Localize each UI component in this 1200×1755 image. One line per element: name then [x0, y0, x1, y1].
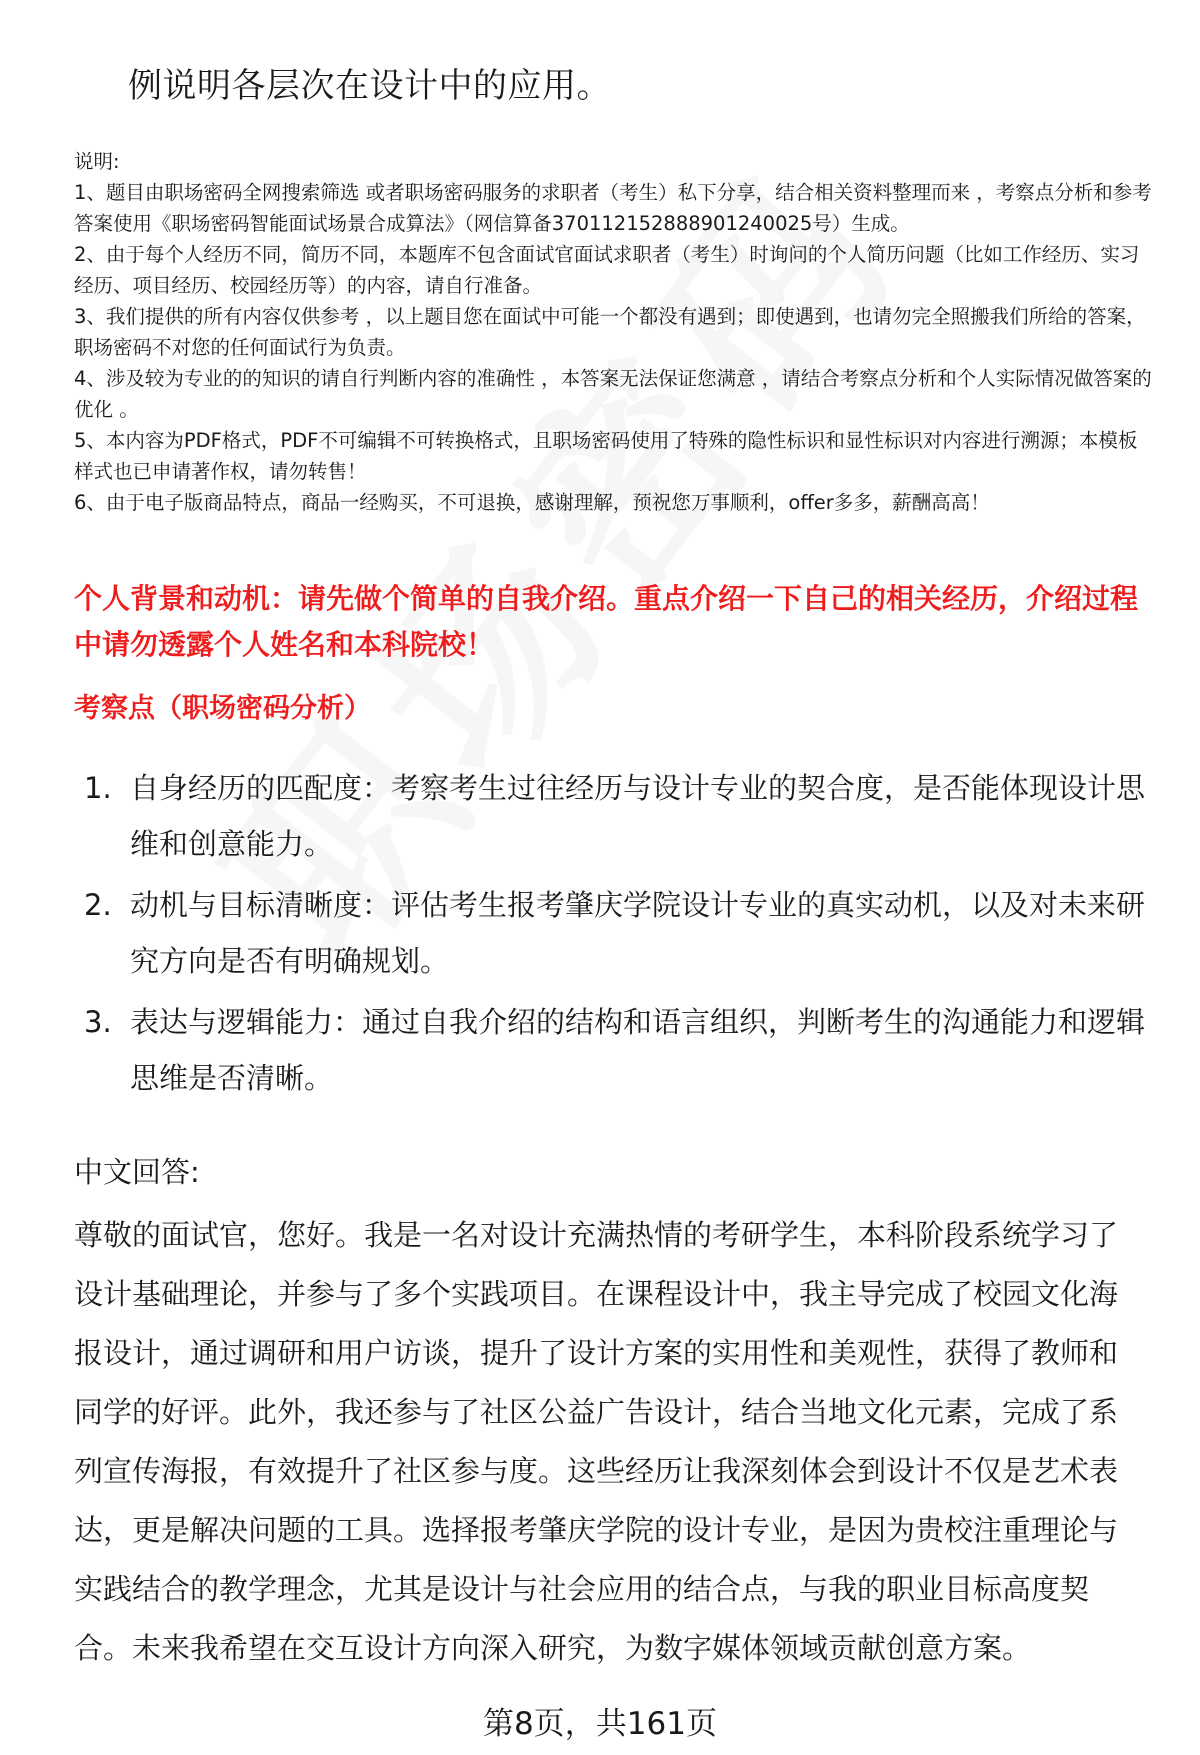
point-text: 动机与目标清晰度：评估考生报考肇庆学院设计专业的真实动机，以及对未来研究方向是否有明确规划。 [130, 888, 1146, 978]
point-text: 表达与逻辑能力：通过自我介绍的结构和语言组织，判断考生的沟通能力和逻辑思维是否清晰。 [130, 1005, 1146, 1095]
analysis-points-list [74, 760, 1154, 1111]
analysis-point [74, 760, 1154, 872]
answer-heading: 中文回答: [74, 1155, 200, 1189]
notes-item: 2、由于每个人经历不同，简历不同，本题库不包含面试官面试求职者（考生）时询问的个人简历问题（比如工作经历、实习经历、项目经历、校园经历等）的内容，请自行准备。 [74, 243, 1140, 297]
analysis-heading: 考察点（职场密码分析） [74, 693, 371, 724]
analysis-point [74, 994, 1154, 1106]
notes-item: 5、本内容为PDF格式，PDF不可编辑不可转换格式，且职场密码使用了特殊的隐性标识和显性标识对内容进行溯源；本模板样式也已申请著作权，请勿转售！ [74, 429, 1138, 483]
notes-item: 6、由于电子版商品特点，商品一经购买，不可退换，感谢理解，预祝您万事顺利，offer多多，薪酬高高！ [74, 491, 990, 514]
point-number: 3. [84, 1005, 112, 1039]
notes-block [74, 146, 1154, 518]
page-number: 第8页，共161页 [483, 1706, 717, 1742]
point-number: 2. [84, 888, 112, 922]
question-continuation: 例说明各层次在设计中的应用。 [128, 66, 611, 106]
point-number: 1. [84, 771, 112, 805]
point-text: 自身经历的匹配度：考察考生过往经历与设计专业的契合度，是否能体现设计思维和创意能力。 [130, 771, 1146, 861]
notes-item: 1、题目由职场密码全网搜索筛选 或者职场密码服务的求职者（考生）私下分享，结合相关资料整理而来 ，考察点分析和参考答案使用《职场密码智能面试场景合成算法》（网信算备370112152888901240025号）生成。 [74, 181, 1152, 235]
notes-item: 3、我们提供的所有内容仅供参考 ，以上题目您在面试中可能一个都没有遇到；即使遇到，也请勿完全照搬我们所给的答案，职场密码不对您的任何面试行为负责。 [74, 305, 1146, 359]
interview-question: 个人背景和动机：请先做个简单的自我介绍。重点介绍一下自己的相关经历，介绍过程中请勿透露个人姓名和本科院校！ [74, 582, 1139, 661]
notes-heading: 说明: [74, 150, 120, 173]
notes-item: 4、涉及较为专业的的知识的请自行判断内容的准确性 ，本答案无法保证您满意 ，请结合考察点分析和个人实际情况做答案的优化 。 [74, 367, 1152, 421]
analysis-point [74, 877, 1154, 989]
answer-body: 尊敬的面试官，您好。我是一名对设计充满热情的考研学生，本科阶段系统学习了设计基础理论，并参与了多个实践项目。在课程设计中，我主导完成了校园文化海报设计，通过调研和用户访谈，提升了设计方案的实用性和美观性，获得了教师和同学的好评。此外，我还参与了社区公益广告设计，结合当地文化元素，完成了系列宣传海报，有效提升了社区参与度。这些经历让我深刻体会到设计不仅是艺术表达，更是解决问题的工具。选择报考肇庆学院的设计专业，是因为贵校注重理论与实践结合的教学理念，尤其是设计与社会应用的结合点，与我的职业目标高度契合。未来我希望在交互设计方向深入研究，为数字媒体领域贡献创意方案。 [74, 1218, 1119, 1665]
